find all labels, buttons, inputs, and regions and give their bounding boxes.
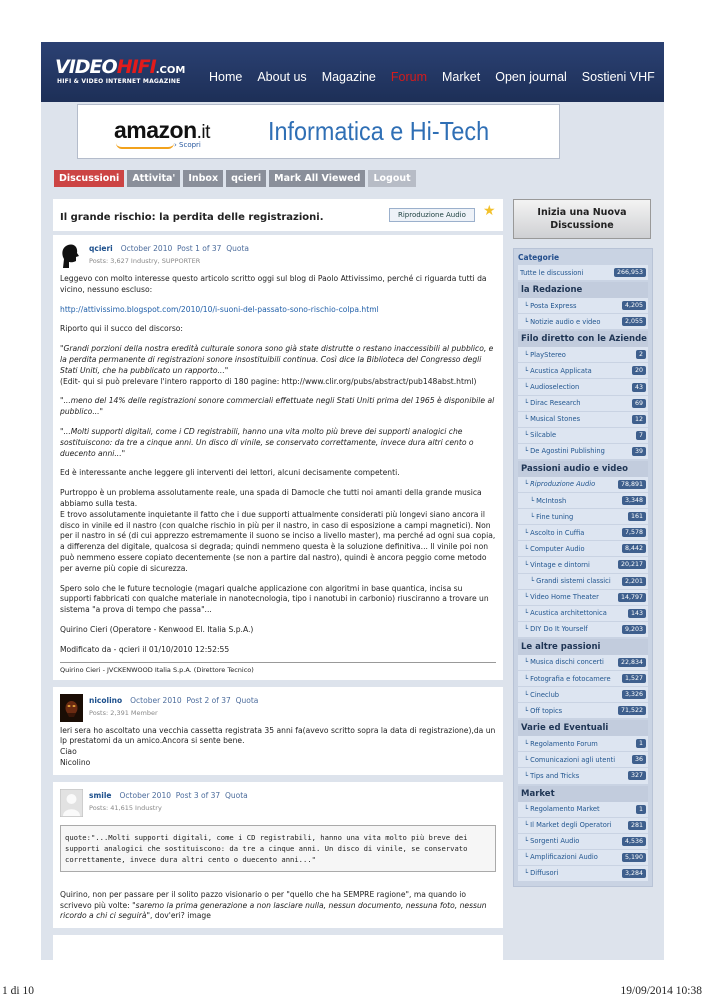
category-item[interactable] bbox=[518, 850, 648, 866]
category-count: 71,522 bbox=[618, 706, 646, 715]
category-section-title[interactable]: Filo diretto con le Aziende bbox=[518, 331, 648, 347]
category-item[interactable] bbox=[518, 622, 648, 638]
post-quote-text: "saremo la prima generazione a non lasciare nulla, nessun documento, nessuna foto, nessun ricordo a chi ci seguirà" bbox=[60, 900, 487, 921]
category-label: └ Computer Audio bbox=[524, 544, 585, 553]
category-item[interactable] bbox=[518, 752, 648, 768]
category-count: 1 bbox=[636, 805, 646, 814]
category-item[interactable] bbox=[518, 802, 648, 818]
logo-tagline: HIFI & VIDEO INTERNET MAGAZINE bbox=[57, 78, 181, 85]
tab-mark-all-viewed[interactable]: Mark All Viewed bbox=[269, 170, 365, 187]
print-datetime: 19/09/2014 10:38 bbox=[620, 985, 702, 997]
category-label: └ Il Market degli Operatori bbox=[524, 821, 612, 830]
quote-link[interactable]: Quota bbox=[226, 244, 249, 253]
post-1 bbox=[53, 235, 503, 687]
category-item[interactable] bbox=[518, 428, 648, 444]
category-count: 327 bbox=[628, 771, 646, 780]
tab-attivita[interactable]: Attivita' bbox=[127, 170, 180, 187]
category-item[interactable] bbox=[518, 412, 648, 428]
category-count: 7,578 bbox=[622, 528, 646, 537]
category-item[interactable] bbox=[518, 477, 648, 493]
post-body bbox=[60, 726, 496, 769]
category-label: └ Diffusori bbox=[524, 869, 559, 878]
post-author[interactable]: qcieri bbox=[89, 244, 113, 253]
category-count: 3,326 bbox=[622, 690, 646, 699]
category-count: 39 bbox=[632, 447, 646, 456]
post-date[interactable]: October 2010 bbox=[119, 790, 172, 800]
category-count: 143 bbox=[628, 609, 646, 618]
discussion-header bbox=[53, 199, 503, 235]
category-item[interactable] bbox=[518, 818, 648, 834]
post-paragraph: Purtroppo è un problema assolutamente reale, una spada di Damocle che tutti noi amanti della grande musica abbiamo sulla testa. bbox=[60, 488, 482, 508]
category-section-title[interactable]: Market bbox=[518, 786, 648, 802]
category-item[interactable] bbox=[518, 768, 648, 784]
avatar[interactable] bbox=[60, 694, 83, 722]
category-count: 22,834 bbox=[618, 658, 646, 667]
avatar[interactable] bbox=[60, 242, 83, 270]
category-label: └ PlayStereo bbox=[524, 350, 566, 359]
category-count: 2,201 bbox=[622, 577, 646, 586]
post-paragraph: Leggevo con molto interesse questo articolo scritto oggi sul blog di Paolo Attivissimo, perché ci riguarda tutti da vicino, nessuno escluso: bbox=[60, 274, 487, 294]
category-count: 20,217 bbox=[618, 560, 646, 569]
post-paragraph: Quirino Cieri (Operatore - Kenwood El. Italia S.p.A.) bbox=[60, 624, 254, 634]
category-item[interactable] bbox=[518, 703, 648, 719]
tab-logout[interactable]: Logout bbox=[368, 170, 415, 187]
category-label: └ Vintage e dintorni bbox=[524, 560, 590, 569]
nav-about[interactable]: About us bbox=[257, 70, 307, 84]
post-body bbox=[60, 274, 496, 656]
category-item[interactable] bbox=[518, 687, 648, 703]
category-count: 1 bbox=[636, 739, 646, 748]
bookmark-star-icon[interactable]: ★ bbox=[483, 203, 496, 219]
post-quote-text: "...meno del 14% delle registrazioni sonore commerciali effettuate negli Stati Uniti prima del 1965 è disponibile al pubblico..." bbox=[60, 396, 495, 417]
category-badge[interactable]: Riproduzione Audio bbox=[389, 208, 475, 222]
new-discussion-button[interactable]: Inizia una Nuova Discussione bbox=[513, 199, 651, 239]
category-label: └ Musica dischi concerti bbox=[524, 658, 604, 667]
banner-scopri: › Scopri bbox=[174, 141, 201, 149]
category-count: 2 bbox=[636, 350, 646, 359]
category-item[interactable] bbox=[518, 363, 648, 379]
category-label: └ Off topics bbox=[524, 706, 563, 715]
post-author-info: Posts: 2,391 Member bbox=[89, 708, 158, 717]
category-count: 1,527 bbox=[622, 674, 646, 683]
category-count: 43 bbox=[632, 383, 646, 392]
category-label: └ Fotografia e fotocamere bbox=[524, 674, 611, 683]
category-item[interactable] bbox=[518, 444, 648, 460]
sidebar bbox=[513, 199, 653, 960]
post-author-info: Posts: 41,615 Industry bbox=[89, 803, 162, 812]
post-quote-text: "Grandi porzioni della nostra eredità culturale sonora sono già state distrutte o restano inaccessibili al pubblico, e la perdita permanente di registrazioni sonore insostituibili continua. Così dice la Biblioteca del Congresso degli Stati Uniti, che ha pubblicato un rapporto..." bbox=[60, 344, 494, 375]
amazon-banner[interactable] bbox=[77, 104, 560, 159]
discussion-main bbox=[53, 199, 503, 960]
quote-link[interactable]: Quota bbox=[235, 695, 259, 705]
post-closing: Ciao bbox=[60, 747, 77, 757]
category-label: └ Cineclub bbox=[524, 690, 560, 699]
amazon-logo: amazon.it bbox=[114, 117, 210, 143]
category-item[interactable] bbox=[518, 736, 648, 752]
print-page-number: 1 di 10 bbox=[2, 985, 34, 997]
category-item[interactable] bbox=[518, 525, 648, 541]
category-label: └ Tips and Tricks bbox=[524, 771, 580, 780]
category-label: └ Regolamento Market bbox=[524, 805, 600, 814]
post-number[interactable]: Post 1 of 37 bbox=[177, 244, 222, 253]
category-label: └ Notizie audio e video bbox=[524, 317, 601, 326]
category-count: 5,190 bbox=[622, 853, 646, 862]
banner-text: Informatica e Hi-Tech bbox=[268, 116, 490, 146]
category-list bbox=[513, 248, 653, 887]
main-nav bbox=[209, 70, 655, 84]
category-item[interactable] bbox=[518, 493, 648, 509]
category-count: 69 bbox=[632, 399, 646, 408]
nav-magazine[interactable]: Magazine bbox=[321, 70, 376, 84]
category-item[interactable] bbox=[518, 509, 648, 525]
post-paragraph: E trovo assolutamente inquietante il fatto che i due supporti attualmente considerati più longevi siano ancora il disco in vinile ed il nastro (con qualche rischio in più per il nastro, in caso di esposizione a campi magnetici). Non per il nastro in sé (di cui apprezzo estremamente il suono se inciso a livello master), ma perché ad ogni sua copia, a differenza del digitale, qualcosa si degrada; quindi nemmeno questa è la soluzione definitiva... Il vinile poi non può nemmeno essere copiato decentemente (se non a partire dal nastro), quindi è ancora peggio come metodo per averne più copie di sicurezza. bbox=[60, 509, 496, 573]
categories-title: Categorie bbox=[518, 253, 560, 262]
post-number[interactable]: Post 2 of 37 bbox=[186, 695, 231, 705]
category-label: └ McIntosh bbox=[530, 496, 567, 505]
category-label: └ Comunicazioni agli utenti bbox=[524, 755, 616, 764]
category-label: └ DIY Do It Yourself bbox=[524, 625, 588, 634]
category-count: 266,953 bbox=[614, 268, 646, 277]
category-count: 9,203 bbox=[622, 625, 646, 634]
category-item[interactable] bbox=[518, 574, 648, 590]
amazon-smile-icon bbox=[116, 143, 174, 149]
signature: Quirino Cieri - JVCKENWOOD Italia S.p.A. (Direttore Tecnico) bbox=[60, 662, 496, 674]
nav-sostieni[interactable]: Sostieni VHF bbox=[581, 70, 655, 84]
site-logo[interactable]: VIDEOHIFI.COM bbox=[55, 56, 186, 78]
post-date[interactable]: October 2010 bbox=[130, 695, 182, 705]
top-bar bbox=[41, 42, 664, 102]
category-count: 7 bbox=[636, 431, 646, 440]
category-label: └ Posta Express bbox=[524, 301, 577, 310]
category-all[interactable] bbox=[518, 265, 648, 281]
category-count: 161 bbox=[628, 512, 646, 521]
category-label: └ Riproduzione Audio bbox=[524, 480, 596, 489]
category-item[interactable] bbox=[518, 671, 648, 687]
category-section-title[interactable]: Le altre passioni bbox=[518, 639, 648, 655]
category-count: 2,055 bbox=[622, 317, 646, 326]
category-item[interactable] bbox=[518, 606, 648, 622]
post-2 bbox=[53, 687, 503, 782]
category-count: 14,797 bbox=[618, 593, 646, 602]
category-label: └ Grandi sistemi classici bbox=[530, 577, 611, 586]
category-label: └ Dirac Research bbox=[524, 399, 581, 408]
category-item[interactable] bbox=[518, 314, 648, 330]
edit-note: Modificato da - qcieri il 01/10/2010 12:52:55 bbox=[60, 644, 230, 654]
category-item[interactable] bbox=[518, 379, 648, 395]
category-label: └ Acustica Applicata bbox=[524, 366, 592, 375]
category-count: 4,205 bbox=[622, 301, 646, 310]
category-item[interactable] bbox=[518, 655, 648, 671]
category-label: └ Sorgenti Audio bbox=[524, 837, 580, 846]
category-label: └ Regolamento Forum bbox=[524, 739, 598, 748]
category-label: └ Musical Stones bbox=[524, 415, 581, 424]
nav-forum[interactable]: Forum bbox=[390, 70, 428, 84]
avatar[interactable] bbox=[60, 789, 83, 817]
category-label: └ Video Home Theater bbox=[524, 593, 599, 602]
post-author-info: Posts: 3,627 Industry, SUPPORTER bbox=[89, 257, 201, 265]
forum-page bbox=[41, 42, 664, 960]
category-item[interactable] bbox=[518, 557, 648, 573]
nav-home[interactable]: Home bbox=[209, 70, 243, 84]
category-section-title[interactable]: la Redazione bbox=[518, 282, 648, 298]
post-date[interactable]: October 2010 bbox=[120, 244, 173, 253]
category-label: └ Ascolto in Cuffia bbox=[524, 528, 585, 537]
category-label: └ Amplificazioni Audio bbox=[524, 853, 598, 862]
category-count: 3,284 bbox=[622, 869, 646, 878]
category-label: └ Fine tuning bbox=[530, 512, 574, 521]
post-paragraph: Riporto qui il succo del discorso: bbox=[60, 324, 183, 334]
category-item[interactable] bbox=[518, 590, 648, 606]
category-section-title[interactable]: Passioni audio e video bbox=[518, 461, 648, 477]
post-author[interactable]: nicolino bbox=[89, 695, 123, 705]
category-count: 281 bbox=[628, 821, 646, 830]
category-label: Tutte le discussioni bbox=[520, 268, 584, 277]
category-count: 20 bbox=[632, 366, 646, 375]
category-item[interactable] bbox=[518, 834, 648, 850]
tab-discussioni[interactable]: Discussioni bbox=[54, 170, 124, 187]
category-count: 3,348 bbox=[622, 496, 646, 505]
category-count: 36 bbox=[632, 755, 646, 764]
category-label: └ Audioselection bbox=[524, 383, 580, 392]
post-number[interactable]: Post 3 of 37 bbox=[175, 790, 221, 800]
post-body bbox=[60, 890, 496, 922]
category-label: └ Silcable bbox=[524, 431, 557, 440]
category-item[interactable] bbox=[518, 347, 648, 363]
user-tabs bbox=[54, 170, 416, 187]
discussion-title: Il grande rischio: la perdita delle registrazioni. bbox=[60, 212, 324, 223]
post-paragraph: Ieri sera ho ascoltato una vecchia cassetta registrata 35 anni fa(avevo scritto sopra la data di registrazione),da un lp prestatomi da un amico.Ancora si sente bene. bbox=[60, 725, 496, 746]
category-item[interactable] bbox=[518, 396, 648, 412]
category-label: └ Acustica architettonica bbox=[524, 609, 607, 618]
category-item[interactable] bbox=[518, 866, 648, 882]
category-section-title[interactable]: Varie ed Eventuali bbox=[518, 720, 648, 736]
report-link-line[interactable]: (Edit- qui si può prelevare l'intero rapporto di 180 pagine: http://www.clir.org/pubs/abstract/pub148abst.html) bbox=[60, 376, 477, 386]
category-count: 78,891 bbox=[618, 480, 646, 489]
post-signoff: Nicolino bbox=[60, 757, 91, 767]
category-item[interactable] bbox=[518, 298, 648, 314]
quote-block: quote:"...Molti supporti digitali, come i CD registrabili, hanno una vita molto più breve dei supporti analogici che sostituiscono: da tre a cinque anni. Un disco di vinile, se conservato correttamente, invece dura altri cento o duecento anni..." bbox=[60, 825, 496, 872]
category-count: 8,442 bbox=[622, 544, 646, 553]
tab-profile[interactable]: qcieri bbox=[226, 170, 266, 187]
quote-link[interactable]: Quota bbox=[224, 790, 248, 800]
category-count: 12 bbox=[632, 415, 646, 424]
category-label: └ De Agostini Publishing bbox=[524, 447, 605, 456]
post-author[interactable]: smile bbox=[89, 790, 112, 800]
post-text: Quirino, non per passare per il solito pazzo visionario o per "quello che ha SEMPRE ragione", ma quando io scrivevo più volte: bbox=[60, 889, 467, 910]
post-paragraph: Spero solo che le future tecnologie (magari qualche applicazione con algoritmi in base quantica, incisa su supporti fabbricati con qualche materiale in nanotecnologia, tipo i nanotubi in carbonio) riusciranno a trovare un sistema "a prova di tempo che passa"... bbox=[60, 583, 489, 615]
category-count: 4,536 bbox=[622, 837, 646, 846]
post-3 bbox=[53, 782, 503, 935]
category-item[interactable] bbox=[518, 541, 648, 557]
nav-market[interactable]: Market bbox=[442, 70, 481, 84]
article-link[interactable]: http://attivissimo.blogspot.com/2010/10/i-suoni-del-passato-sono-rischio-colpa.html bbox=[60, 304, 379, 314]
post-text: , dov'eri? image bbox=[149, 911, 211, 921]
nav-open-journal[interactable]: Open journal bbox=[495, 70, 567, 84]
post-paragraph: Ed è interessante anche leggere gli interventi dei lettori, alcuni decisamente competenti. bbox=[60, 468, 400, 478]
tab-inbox[interactable]: Inbox bbox=[183, 170, 223, 187]
post-quote-text: "...Molti supporti digitali, come i CD registrabili, hanno una vita molto più breve dei supporti analogici che sostituiscono: da tre a cinque anni. Un disco di vinile, se conservato correttamente, invece dura altri cento o duecento anni..." bbox=[60, 426, 474, 458]
